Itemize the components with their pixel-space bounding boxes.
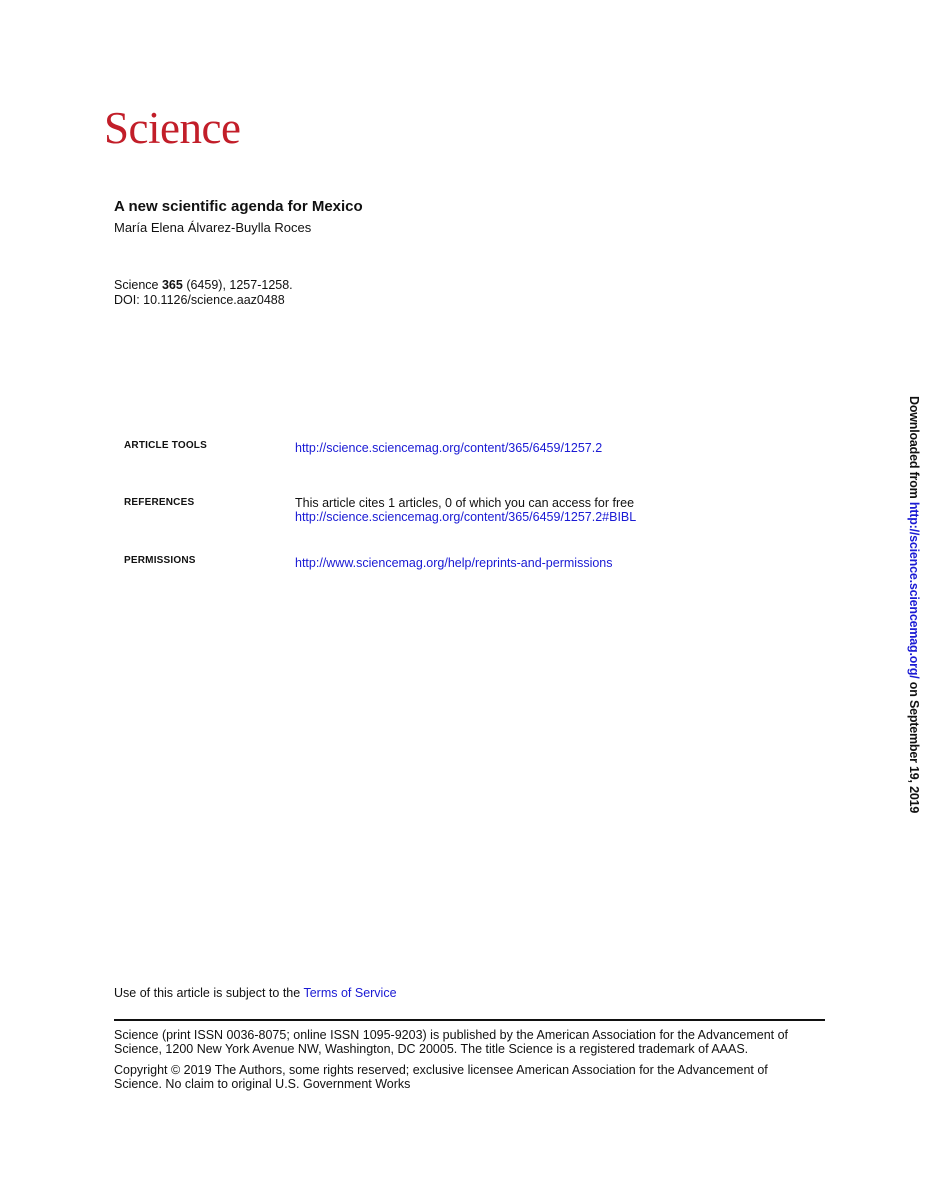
article-authors: María Elena Álvarez-Buylla Roces	[114, 220, 312, 235]
permissions-link[interactable]: http://www.sciencemag.org/help/reprints-and-permissions	[295, 556, 613, 570]
copyright-line-1: Copyright © 2019 The Authors, some rights reserved; exclusive licensee American Association for the Advancement of	[114, 1063, 768, 1077]
download-prefix: Downloaded from	[907, 396, 921, 502]
download-source-link[interactable]: http://science.sciencemag.org/	[907, 501, 921, 679]
download-suffix: on September 19, 2019	[907, 678, 921, 814]
citation-block	[114, 278, 293, 308]
download-note	[907, 396, 921, 813]
citation-issue-pages: (6459), 1257-1258.	[186, 278, 293, 292]
citation-reference	[114, 278, 293, 293]
article-tools-label: ARTICLE TOOLS	[124, 440, 207, 451]
copyright-statement	[114, 1063, 768, 1091]
article-tools-section	[295, 441, 602, 455]
references-link[interactable]: http://science.sciencemag.org/content/365/6459/1257.2#BIBL	[295, 510, 637, 524]
science-logo: Science	[104, 103, 241, 153]
publisher-line-2: Science, 1200 New York Avenue NW, Washington, DC 20005. The title Science is a registered trademark of AAAS.	[114, 1042, 749, 1056]
publisher-statement	[114, 1028, 788, 1056]
article-tools-link[interactable]: http://science.sciencemag.org/content/365/6459/1257.2	[295, 441, 603, 455]
citation-journal: Science	[114, 278, 159, 292]
citation-volume: 365	[161, 278, 183, 292]
copyright-line-2: Science. No claim to original U.S. Government Works	[114, 1077, 411, 1091]
permissions-section	[295, 556, 613, 570]
citation-doi: DOI: 10.1126/science.aaz0488	[114, 293, 285, 307]
terms-prefix: Use of this article is subject to the	[114, 986, 304, 1000]
terms-of-service-link[interactable]: Terms of Service	[303, 986, 397, 1000]
references-section	[295, 496, 636, 524]
references-label: REFERENCES	[124, 497, 195, 508]
article-title: A new scientific agenda for Mexico	[114, 198, 363, 215]
footer-divider	[114, 1019, 825, 1021]
references-text: This article cites 1 articles, 0 of which you can access for free	[295, 496, 635, 510]
permissions-label: PERMISSIONS	[124, 555, 196, 566]
terms-notice	[114, 986, 397, 1000]
publisher-line-1: Science (print ISSN 0036-8075; online ISSN 1095-9203) is published by the American Association for the Advancement of	[114, 1028, 789, 1042]
